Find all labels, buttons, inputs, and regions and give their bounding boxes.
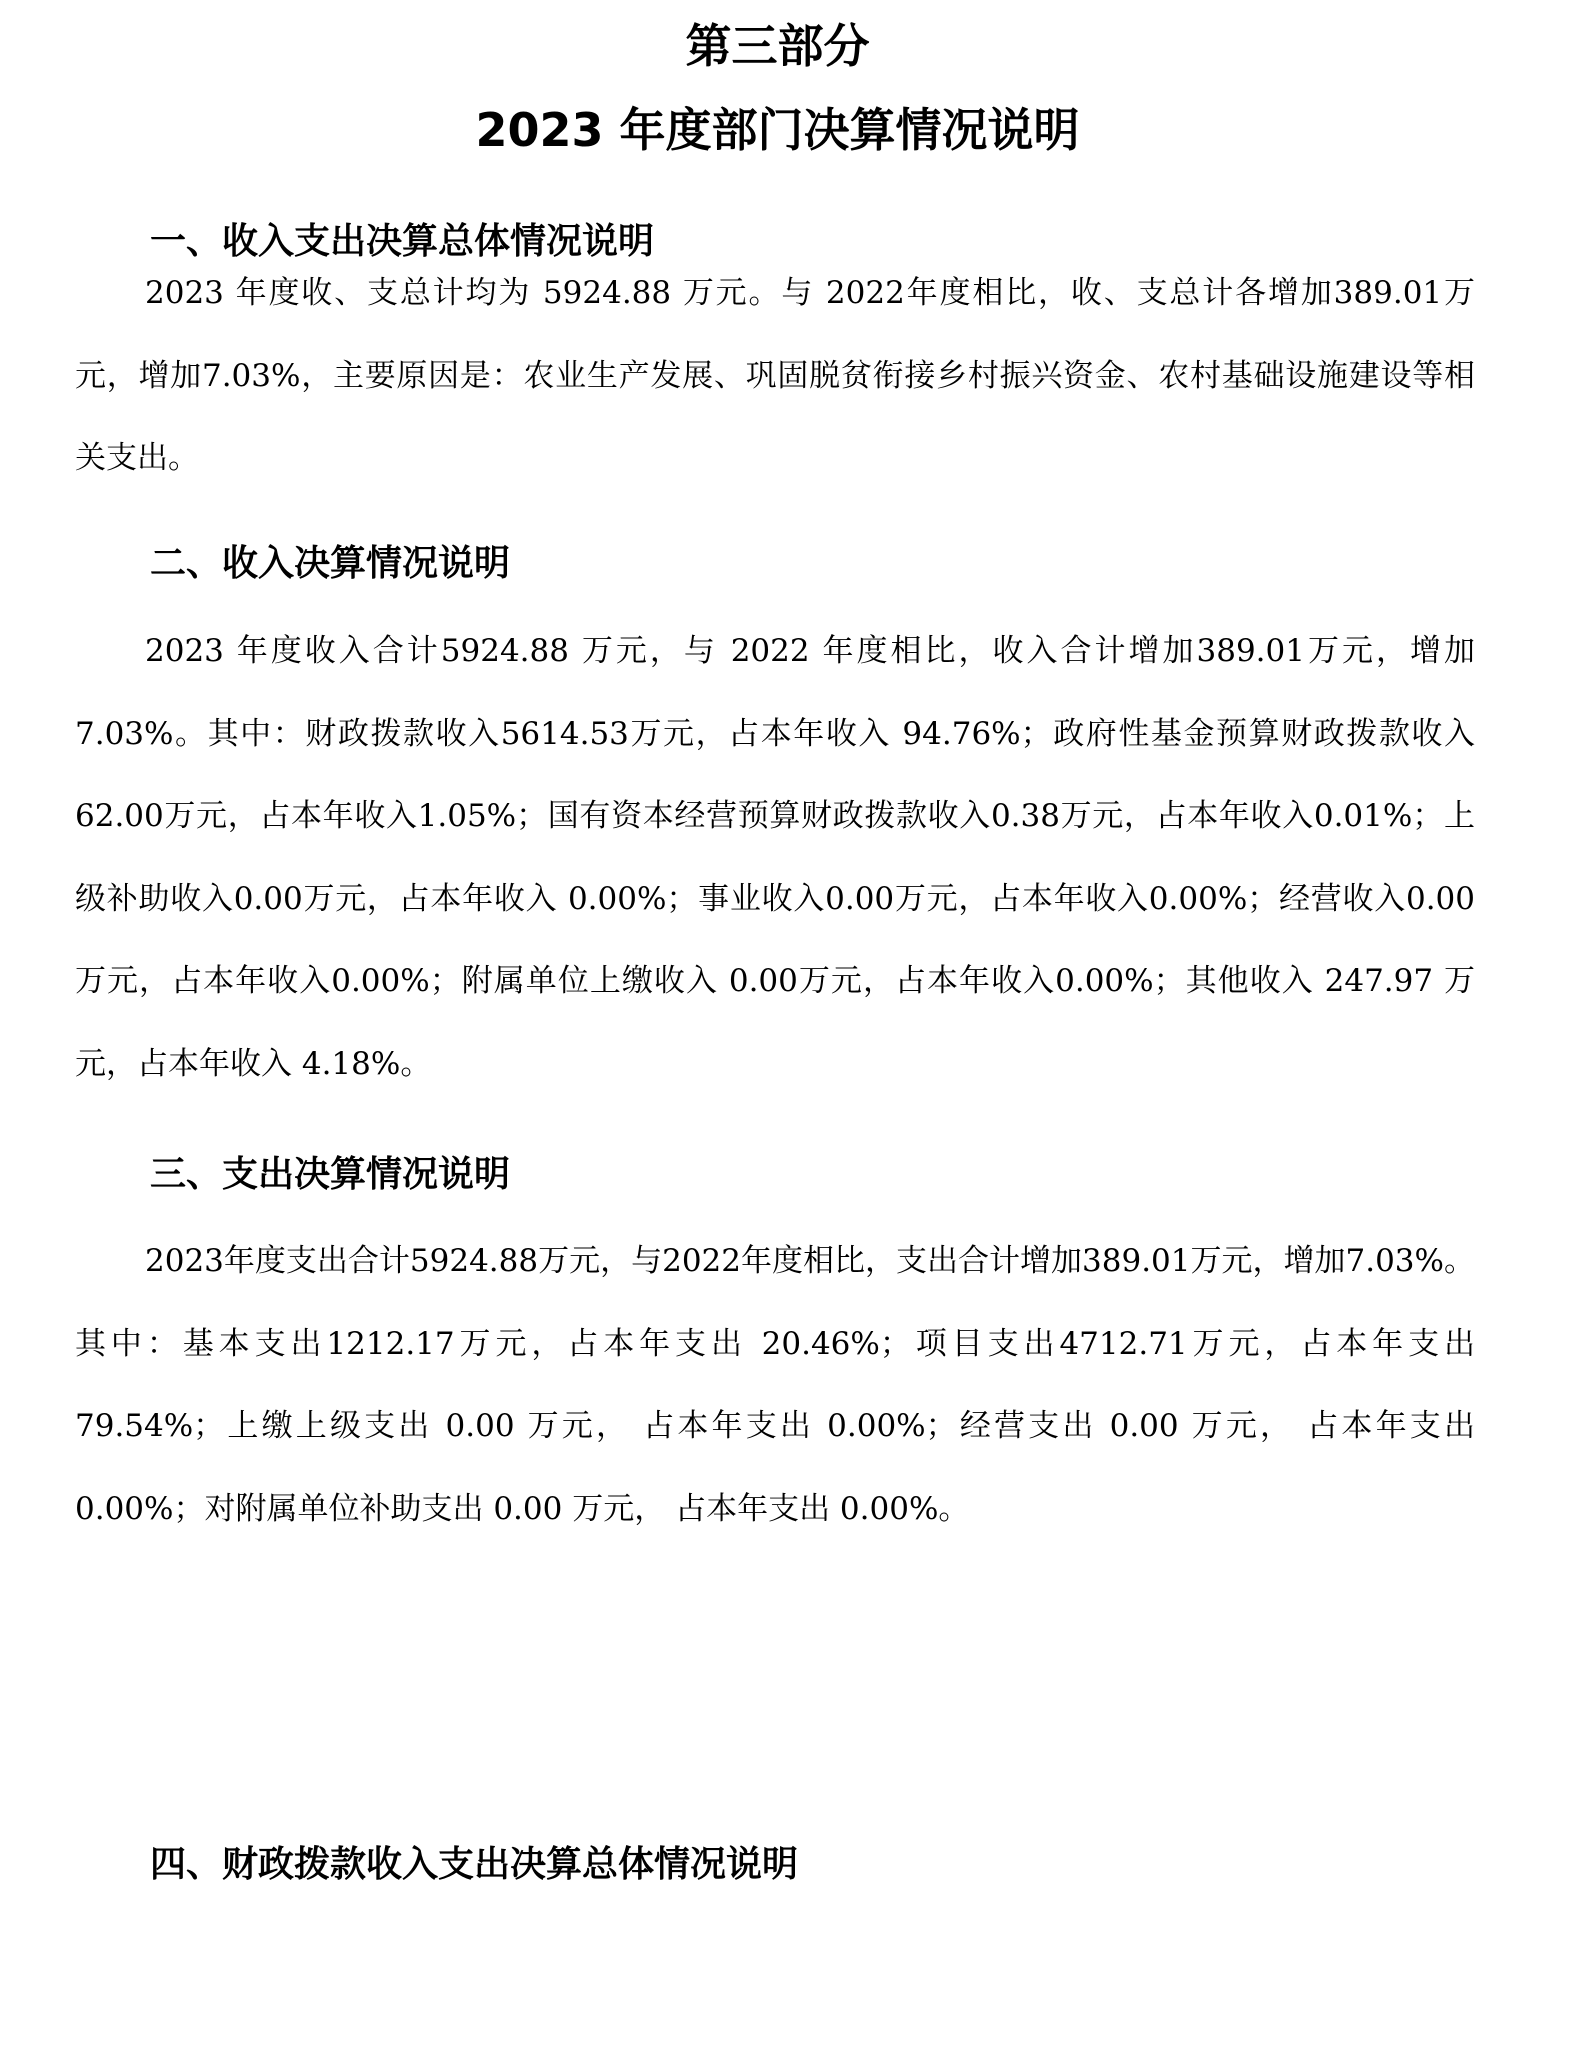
section-body-1: 2023 年度收、支总计均为 5924.88 万元。与 2022年度相比，收、支总计各增加389.01万元，增加7.03%，主要原因是：农业生产发展、巩固脱贫衔接乡村振兴资金、农村基础设施建设等相关支出。 [75, 275, 1475, 476]
section-heading-3: 三、支出决算情况说明 [150, 1154, 511, 1195]
section-body-3: 2023年度支出合计5924.88万元，与2022年度相比，支出合计增加389.01万元，增加7.03%。其中：基本支出1212.17万元，占本年支出 20.46%；项目支出4712.71万元，占本年支出 79.54%；上缴上级支出 0.00 万元， 占本年支出 0.00%；经营支出 0.00 万元， 占本年支出 0.00%；对附属单位补助支出 0.00 万元， 占本年支出 0.00%。 [75, 1243, 1475, 1527]
main-title: 2023 年度部门决算情况说明 [475, 103, 1080, 157]
section-heading-4: 四、财政拨款收入支出决算总体情况说明 [150, 1844, 799, 1885]
part-title: 第三部分 [685, 19, 870, 73]
section-heading-2: 二、收入决算情况说明 [150, 543, 511, 584]
section-heading-1: 一、收入支出决算总体情况说明 [150, 221, 655, 262]
section-body-2: 2023 年度收入合计5924.88 万元，与 2022 年度相比，收入合计增加389.01万元，增加7.03%。其中：财政拨款收入5614.53万元，占本年收入 94.76%；政府性基金预算财政拨款收入62.00万元，占本年收入1.05%；国有资本经营预算财政拨款收入0.38万元，占本年收入0.01%；上级补助收入0.00万元，占本年收入 0.00%；事业收入0.00万元，占本年收入0.00%；经营收入0.00万元，占本年收入0.00%；附属单位上缴收入 0.00万元，占本年收入0.00%；其他收入 247.97 万元，占本年收入 4.18%。 [75, 633, 1475, 1082]
